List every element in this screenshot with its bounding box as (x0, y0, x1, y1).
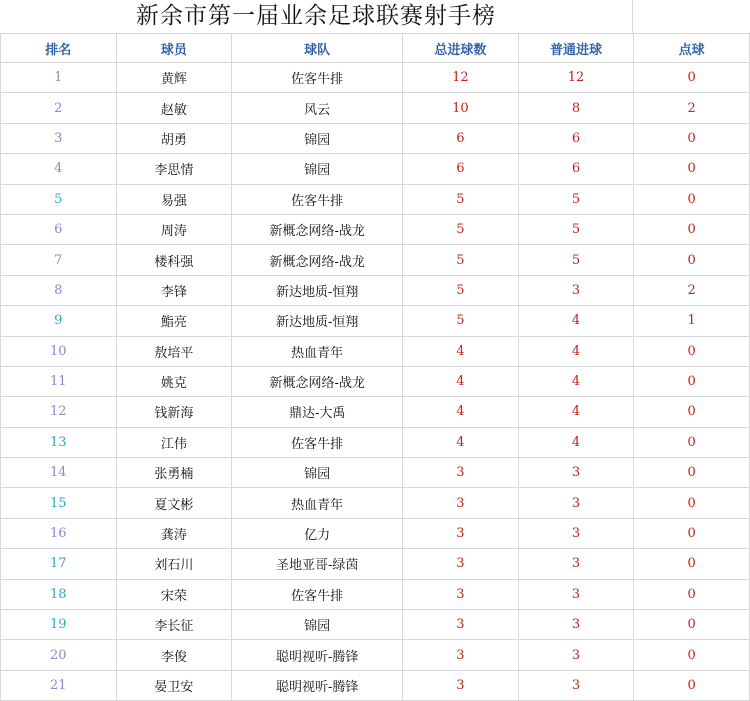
team-cell[interactable]: 佐客牛排 (232, 184, 403, 214)
rank-cell[interactable]: 4 (1, 154, 117, 184)
player-cell[interactable]: 李俊 (116, 640, 232, 670)
player-cell[interactable]: 夏文彬 (116, 488, 232, 518)
rank-cell[interactable]: 19 (1, 610, 117, 640)
total-goals-cell[interactable]: 3 (403, 670, 519, 700)
player-cell[interactable]: 刘石川 (116, 549, 232, 579)
table-row (1, 549, 750, 579)
total-goals-cell[interactable]: 4 (403, 397, 519, 427)
normal-goals-cell[interactable]: 6 (518, 154, 634, 184)
header-row (1, 34, 750, 63)
table-row (1, 640, 750, 670)
player-cell[interactable]: 李锋 (116, 275, 232, 305)
total-goals-cell[interactable]: 3 (403, 518, 519, 548)
rank-cell[interactable]: 13 (1, 427, 117, 457)
penalty-cell[interactable]: 2 (634, 275, 750, 305)
team-cell[interactable]: 新概念网络-战龙 (232, 366, 403, 396)
team-cell[interactable]: 聪明视听-腾锋 (232, 670, 403, 700)
table-row (1, 275, 750, 305)
normal-goals-cell[interactable]: 3 (518, 488, 634, 518)
table-row (1, 397, 750, 427)
total-goals-cell[interactable]: 3 (403, 640, 519, 670)
player-cell[interactable]: 宋荣 (116, 579, 232, 609)
rank-cell[interactable]: 18 (1, 579, 117, 609)
rank-cell[interactable]: 11 (1, 366, 117, 396)
header-player[interactable]: 球员 (116, 34, 232, 63)
header-rank[interactable]: 排名 (1, 34, 117, 63)
total-goals-cell[interactable]: 10 (403, 93, 519, 123)
rank-cell[interactable]: 16 (1, 518, 117, 548)
table-row (1, 123, 750, 153)
total-goals-cell[interactable]: 3 (403, 488, 519, 518)
total-goals-cell[interactable]: 5 (403, 184, 519, 214)
penalty-cell[interactable]: 0 (634, 154, 750, 184)
team-cell[interactable]: 热血青年 (232, 336, 403, 366)
normal-goals-cell[interactable]: 3 (518, 610, 634, 640)
player-cell[interactable]: 钱新海 (116, 397, 232, 427)
penalty-cell[interactable]: 0 (634, 366, 750, 396)
header-total-goals[interactable]: 总进球数 (403, 34, 519, 63)
penalty-cell[interactable]: 0 (634, 579, 750, 609)
rank-cell[interactable]: 10 (1, 336, 117, 366)
penalty-cell[interactable]: 0 (634, 640, 750, 670)
table-row (1, 306, 750, 336)
rank-cell[interactable]: 2 (1, 93, 117, 123)
table-row (1, 245, 750, 275)
team-cell[interactable]: 佐客牛排 (232, 63, 403, 93)
player-cell[interactable]: 姚克 (116, 366, 232, 396)
rank-cell[interactable]: 8 (1, 275, 117, 305)
total-goals-cell[interactable]: 3 (403, 549, 519, 579)
total-goals-cell[interactable]: 5 (403, 275, 519, 305)
team-cell[interactable]: 新概念网络-战龙 (232, 214, 403, 244)
table-row (1, 610, 750, 640)
normal-goals-cell[interactable]: 4 (518, 427, 634, 457)
normal-goals-cell[interactable]: 5 (518, 245, 634, 275)
normal-goals-cell[interactable]: 6 (518, 123, 634, 153)
header-penalties[interactable]: 点球 (634, 34, 750, 63)
header-normal-goals[interactable]: 普通进球 (518, 34, 634, 63)
scorer-table (0, 33, 750, 701)
rank-cell[interactable]: 14 (1, 458, 117, 488)
table-row (1, 427, 750, 457)
table-row (1, 670, 750, 700)
rank-cell[interactable]: 5 (1, 184, 117, 214)
team-cell[interactable]: 佐客牛排 (232, 579, 403, 609)
penalty-cell[interactable]: 2 (634, 93, 750, 123)
normal-goals-cell[interactable]: 8 (518, 93, 634, 123)
normal-goals-cell[interactable]: 3 (518, 670, 634, 700)
team-cell[interactable]: 新达地质-恒翔 (232, 306, 403, 336)
cell-divider (632, 0, 633, 33)
total-goals-cell[interactable]: 3 (403, 610, 519, 640)
table-row (1, 336, 750, 366)
player-cell[interactable]: 楼科强 (116, 245, 232, 275)
team-cell[interactable]: 风云 (232, 93, 403, 123)
penalty-cell[interactable]: 0 (634, 549, 750, 579)
normal-goals-cell[interactable]: 3 (518, 518, 634, 548)
total-goals-cell[interactable]: 5 (403, 306, 519, 336)
team-cell[interactable]: 新达地质-恒翔 (232, 275, 403, 305)
player-cell[interactable]: 张勇楠 (116, 458, 232, 488)
rank-cell[interactable]: 3 (1, 123, 117, 153)
team-cell[interactable]: 锦园 (232, 123, 403, 153)
table-row (1, 63, 750, 93)
team-cell[interactable]: 热血青年 (232, 488, 403, 518)
team-cell[interactable]: 鼎达-大禹 (232, 397, 403, 427)
normal-goals-cell[interactable]: 4 (518, 336, 634, 366)
player-cell[interactable]: 李思情 (116, 154, 232, 184)
rank-cell[interactable]: 1 (1, 63, 117, 93)
player-cell[interactable]: 晏卫安 (116, 670, 232, 700)
table-body (1, 63, 750, 701)
normal-goals-cell[interactable]: 3 (518, 579, 634, 609)
player-cell[interactable]: 易强 (116, 184, 232, 214)
total-goals-cell[interactable]: 3 (403, 458, 519, 488)
player-cell[interactable]: 胡勇 (116, 123, 232, 153)
penalty-cell[interactable]: 0 (634, 336, 750, 366)
player-cell[interactable]: 黄辉 (116, 63, 232, 93)
team-cell[interactable]: 亿力 (232, 518, 403, 548)
table-row (1, 518, 750, 548)
normal-goals-cell[interactable]: 3 (518, 275, 634, 305)
total-goals-cell[interactable]: 6 (403, 154, 519, 184)
table-row (1, 184, 750, 214)
table-row (1, 154, 750, 184)
rank-cell[interactable]: 20 (1, 640, 117, 670)
team-cell[interactable]: 圣地亚哥-绿茵 (232, 549, 403, 579)
total-goals-cell[interactable]: 6 (403, 123, 519, 153)
table-row (1, 366, 750, 396)
penalty-cell[interactable]: 0 (634, 670, 750, 700)
penalty-cell[interactable]: 0 (634, 214, 750, 244)
team-cell[interactable]: 锦园 (232, 610, 403, 640)
player-cell[interactable]: 鮨亮 (116, 306, 232, 336)
team-cell[interactable]: 新概念网络-战龙 (232, 245, 403, 275)
normal-goals-cell[interactable]: 4 (518, 397, 634, 427)
penalty-cell[interactable]: 0 (634, 610, 750, 640)
normal-goals-cell[interactable]: 3 (518, 458, 634, 488)
team-cell[interactable]: 聪明视听-腾锋 (232, 640, 403, 670)
normal-goals-cell[interactable]: 12 (518, 63, 634, 93)
player-cell[interactable]: 周涛 (116, 214, 232, 244)
total-goals-cell[interactable]: 12 (403, 63, 519, 93)
total-goals-cell[interactable]: 4 (403, 427, 519, 457)
table-row (1, 93, 750, 123)
penalty-cell[interactable]: 0 (634, 518, 750, 548)
normal-goals-cell[interactable]: 4 (518, 366, 634, 396)
player-cell[interactable]: 敖培平 (116, 336, 232, 366)
rank-cell[interactable]: 21 (1, 670, 117, 700)
total-goals-cell[interactable]: 5 (403, 214, 519, 244)
table-row (1, 488, 750, 518)
player-cell[interactable]: 赵敏 (116, 93, 232, 123)
rank-cell[interactable]: 15 (1, 488, 117, 518)
player-cell[interactable]: 江伟 (116, 427, 232, 457)
penalty-cell[interactable]: 0 (634, 427, 750, 457)
penalty-cell[interactable]: 0 (634, 184, 750, 214)
player-cell[interactable]: 李长征 (116, 610, 232, 640)
normal-goals-cell[interactable]: 5 (518, 214, 634, 244)
table-row (1, 214, 750, 244)
penalty-cell[interactable]: 0 (634, 63, 750, 93)
table-row (1, 579, 750, 609)
total-goals-cell[interactable]: 3 (403, 579, 519, 609)
rank-cell[interactable]: 12 (1, 397, 117, 427)
normal-goals-cell[interactable]: 3 (518, 640, 634, 670)
rank-cell[interactable]: 7 (1, 245, 117, 275)
penalty-cell[interactable]: 0 (634, 245, 750, 275)
team-cell[interactable]: 锦园 (232, 458, 403, 488)
title-row (0, 0, 750, 34)
rank-cell[interactable]: 17 (1, 549, 117, 579)
penalty-cell[interactable]: 0 (634, 488, 750, 518)
table-row (1, 458, 750, 488)
normal-goals-cell[interactable]: 4 (518, 306, 634, 336)
total-goals-cell[interactable]: 5 (403, 245, 519, 275)
normal-goals-cell[interactable]: 3 (518, 549, 634, 579)
header-team[interactable]: 球队 (232, 34, 403, 63)
penalty-cell[interactable]: 1 (634, 306, 750, 336)
rank-cell[interactable]: 6 (1, 214, 117, 244)
team-cell[interactable]: 佐客牛排 (232, 427, 403, 457)
penalty-cell[interactable]: 0 (634, 397, 750, 427)
team-cell[interactable]: 锦园 (232, 154, 403, 184)
player-cell[interactable]: 龚涛 (116, 518, 232, 548)
rank-cell[interactable]: 9 (1, 306, 117, 336)
total-goals-cell[interactable]: 4 (403, 336, 519, 366)
total-goals-cell[interactable]: 4 (403, 366, 519, 396)
penalty-cell[interactable]: 0 (634, 458, 750, 488)
penalty-cell[interactable]: 0 (634, 123, 750, 153)
sheet-title: 新余市第一届业余足球联赛射手榜 (136, 3, 496, 29)
normal-goals-cell[interactable]: 5 (518, 184, 634, 214)
